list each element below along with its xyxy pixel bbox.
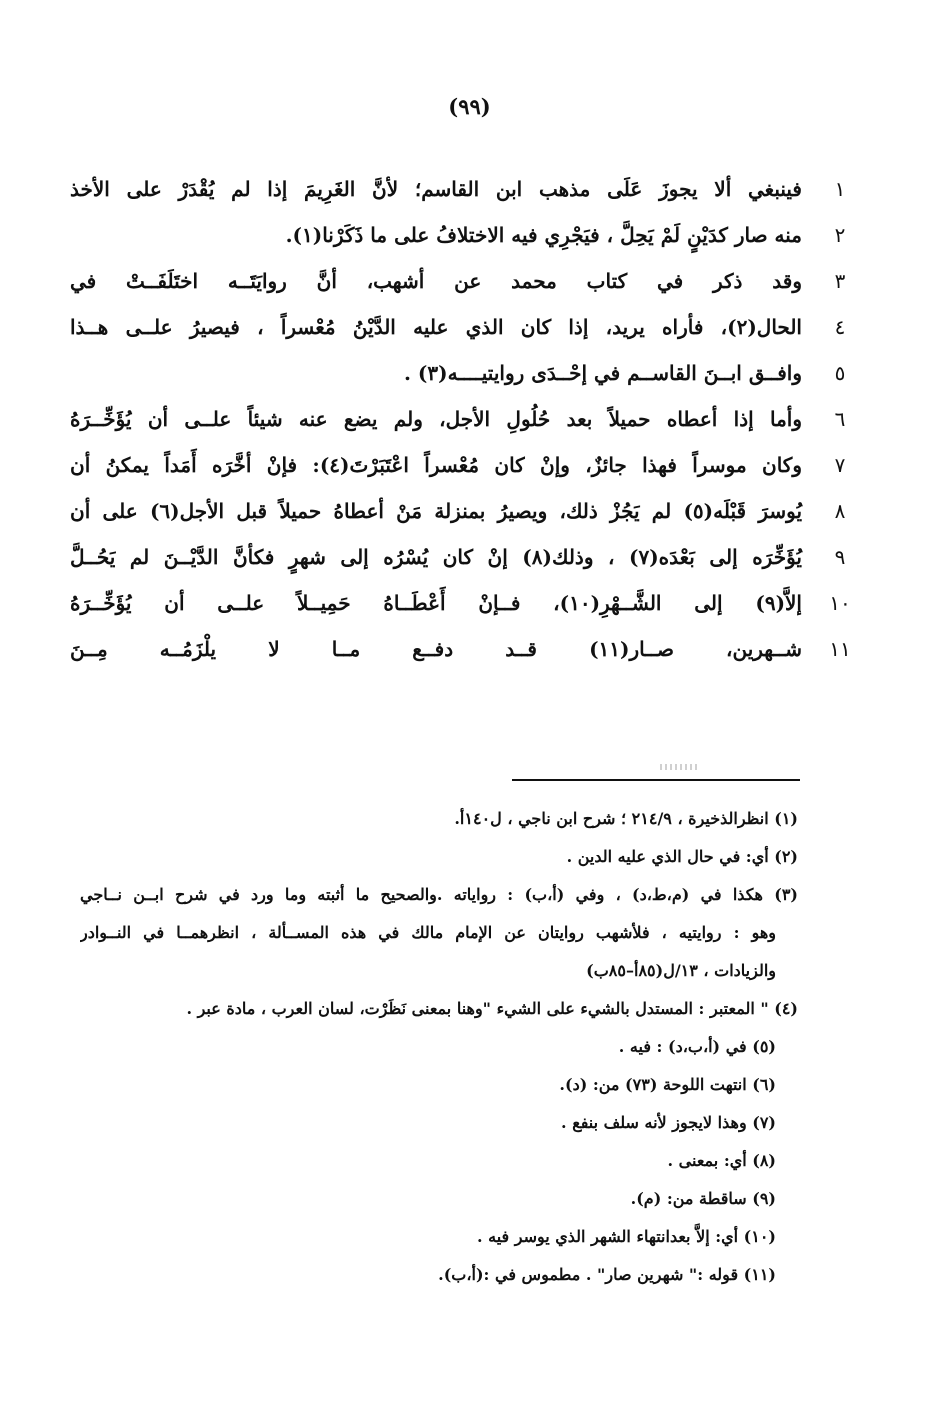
footnote: (١٠) أي: إلاَّ بعدانتهاء الشهر الذي يوسر فيه . (476, 1227, 776, 1246)
line-number: ٦ (834, 407, 846, 431)
text-line (70, 258, 870, 304)
footnote: (٣) هكذا في (م،ط،د) ، وفي (أ،ب) : رواياته .والصحيح ما أثبته وما ورد في شرح ابــن نــاجي (80, 885, 798, 904)
footnote: (٥) في (أ،ب،د) : فيه . (618, 1037, 776, 1056)
line-text: وأما إذا أعطاه حميلاً بعد حُلُولِ الأجل، ولم يضع عنه شيئاً علــى أن يُؤَخِّــرَهُ (70, 407, 802, 431)
footnote: (٨) أي: بمعنى . (667, 1151, 776, 1170)
footnote-divider (512, 779, 800, 781)
footnotes (80, 800, 798, 1294)
line-text: يُؤَخِّرَه إلى بَعْدَه(٧) ، وذلك(٨) إنْ كان يُسْرُه إلى شهرٍ فكأنَّ الدَّيْــنَ لم يَحُــلَّ (70, 545, 802, 569)
text-line (70, 166, 870, 212)
text-line (70, 580, 870, 626)
line-number: ٨ (834, 499, 846, 523)
line-text: وكان موسراً فهذا جائزٌ، وإنْ كان مُعْسراً اعْتَبَرْتَ(٤): فإنْ أخَّرَه أَمَداً يمكنُ أن (70, 453, 802, 477)
footnote-continuation: وهو : روايتيه ، فلأشهب روايتان عن الإمام مالك في هذه المســألة ، انظرهمــا في النــوادر (80, 923, 776, 942)
line-number: ١ (834, 177, 846, 201)
page-number: (٩٩) (448, 94, 491, 119)
line-text: وافــق ابــنَ القاســم في إحْــدَى روايتيــــه(٣) . (404, 361, 802, 385)
footnote: (٢) أي: في حال الذي عليه الدين . (566, 847, 798, 866)
line-number: ٥ (834, 361, 846, 385)
line-text: إلاَّ(٩) إلى الشَّــهْرِ(١٠)، فــإنْ أَعْطَــاهُ حَمِيــلاً علــى أن يُؤَخِّــرَهُ (70, 591, 802, 615)
scan-speck (660, 764, 700, 770)
footnote: (١) انظرالذخيرة ، ٢١٤/٩ ؛ شرح ابن ناجي ، ل١٤٠أ. (454, 809, 798, 828)
text-line (70, 304, 870, 350)
footnote: (٤) " المعتبر : المستدل بالشيء على الشيء "وهنا بمعنى نَظَرْت، لسان العرب ، مادة عبر . (186, 999, 798, 1018)
text-line (70, 488, 870, 534)
text-line (70, 442, 870, 488)
text-line (70, 626, 870, 672)
text-line (70, 350, 870, 396)
footnote: (٧) وهذا لايجوز لأنه سلف بنفع . (561, 1113, 776, 1132)
line-number: ٣ (834, 269, 846, 293)
line-number: ١٠ (829, 591, 851, 615)
footnote-continuation: والزيادات ، ١٣/ل(٨٥أ–٨٥ب) (586, 961, 776, 980)
footnote: (١١) قوله :" شهرين صار" . مطموس في :(أ،ب). (438, 1265, 776, 1284)
line-text: وقد ذكر في كتاب محمد عن أشهب، أنَّ روايَتَــه اختَلَفَــتْ في (70, 269, 802, 293)
text-line (70, 534, 870, 580)
line-text: فينبغي ألا يجوزَ عَلَى مذهب ابن القاسم؛ لأنَّ الغَرِيمَ إذا لم يُقْدَرْ على الأخذ (70, 177, 802, 201)
line-number: ٢ (834, 223, 846, 247)
line-text: شــهرين، صــار(١١) قــد دفــع مــا لا يلْزَمُــه مِــنَ (70, 637, 803, 661)
line-number: ١١ (829, 637, 851, 661)
line-text: الحال(٢)، فأراه يريد، إذا كان الذي عليه الدَّيْنُ مُعْسراً ، فيصيرُ علــى هــذا (70, 315, 802, 339)
footnote: (٩) ساقطة من: (م). (630, 1189, 776, 1208)
line-number: ٤ (834, 315, 846, 339)
line-text: يُوسرَ قَبْلَه(٥) لم يَجُزْ ذلك، ويصيرُ بمنزلة مَنْ أعطاهُ حميلاً قبل الأجل(٦) على أن (70, 499, 803, 523)
main-text (70, 166, 870, 672)
text-line (70, 396, 870, 442)
text-line (70, 212, 870, 258)
footnote: (٦) انتهت اللوحة (٧٣) من: (د). (559, 1075, 776, 1094)
line-text: منه صار كدَيْنٍ لَمْ يَحِلَّ ، فيَجْرِي فيه الاختلافُ على ما ذَكَرْنا(١). (285, 223, 802, 247)
line-number: ٧ (834, 453, 846, 477)
line-number: ٩ (834, 545, 846, 569)
